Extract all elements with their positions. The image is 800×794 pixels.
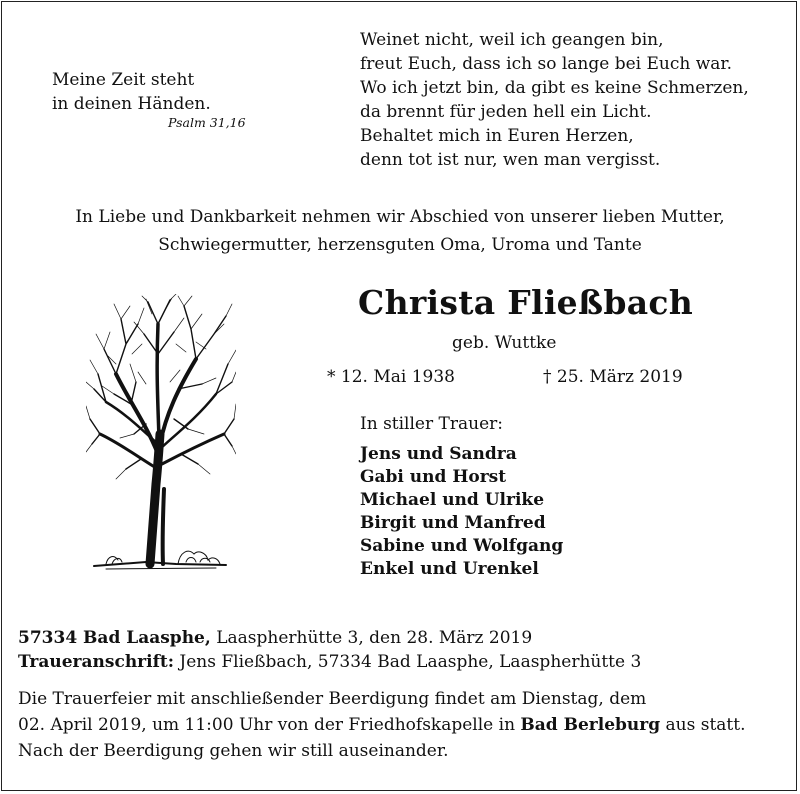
tree-illustration bbox=[86, 294, 236, 574]
mourner-name: Gabi und Horst bbox=[360, 467, 507, 487]
intro-line: Schwiegermutter, herzensguten Oma, Uroma und Tante bbox=[158, 235, 642, 255]
born-name: geb. Wuttke bbox=[452, 333, 557, 353]
poem-line: Behaltet mich in Euren Herzen, bbox=[360, 126, 634, 146]
ceremony-line: Nach der Beerdigung gehen wir still auseinander. bbox=[18, 741, 449, 761]
contact-address-line bbox=[18, 650, 641, 674]
ceremony-text: aus statt. bbox=[660, 715, 746, 735]
mourner-name: Enkel und Urenkel bbox=[360, 559, 539, 579]
place-date: Laaspherhütte 3, den 28. März 2019 bbox=[210, 628, 533, 648]
poem-line: Weinet nicht, weil ich geangen bin, bbox=[360, 30, 664, 50]
mourner-name: Birgit und Manfred bbox=[360, 513, 546, 533]
intro-line: In Liebe und Dankbarkeit nehmen wir Abschied von unserer lieben Mutter, bbox=[75, 207, 725, 227]
poem-line: da brennt für jeden hell ein Licht. bbox=[360, 102, 652, 122]
psalm-quote bbox=[52, 68, 211, 116]
death-date: † 25. März 2019 bbox=[543, 367, 683, 387]
mourner-name: Jens und Sandra bbox=[360, 444, 517, 464]
place-date-line bbox=[18, 626, 641, 650]
place-name: 57334 Bad Laasphe, bbox=[18, 628, 211, 648]
intro-text bbox=[0, 203, 800, 259]
deceased-name: Christa Fließbach bbox=[358, 283, 694, 322]
psalm-line: Meine Zeit steht bbox=[52, 70, 195, 90]
contact-address: Jens Fließbach, 57334 Bad Laasphe, Laaspherhütte 3 bbox=[174, 652, 642, 672]
mourner-name: Michael und Ulrike bbox=[360, 490, 545, 510]
ceremony-text: 02. April 2019, um 11:00 Uhr von der Friedhofskapelle in bbox=[18, 715, 521, 735]
ceremony-location: Bad Berleburg bbox=[520, 715, 661, 735]
psalm-reference: Psalm 31,16 bbox=[168, 115, 246, 130]
mourner-name: Sabine und Wolfgang bbox=[360, 536, 564, 556]
ceremony-line bbox=[18, 712, 746, 738]
ceremony-line: Die Trauerfeier mit anschließender Beerdigung findet am Dienstag, dem bbox=[18, 689, 647, 709]
contact-label: Traueranschrift: bbox=[18, 652, 175, 672]
mourning-heading: In stiller Trauer: bbox=[360, 414, 503, 434]
poem bbox=[360, 28, 749, 172]
mourners-list bbox=[360, 443, 563, 581]
poem-line: freut Euch, dass ich so lange bei Euch war. bbox=[360, 54, 733, 74]
birth-date: * 12. Mai 1938 bbox=[327, 367, 455, 387]
address-block bbox=[18, 626, 641, 674]
poem-line: denn tot ist nur, wen man vergisst. bbox=[360, 150, 661, 170]
psalm-line: in deinen Händen. bbox=[52, 94, 211, 114]
ceremony-block bbox=[18, 686, 746, 764]
poem-line: Wo ich jetzt bin, da gibt es keine Schmerzen, bbox=[360, 78, 749, 98]
